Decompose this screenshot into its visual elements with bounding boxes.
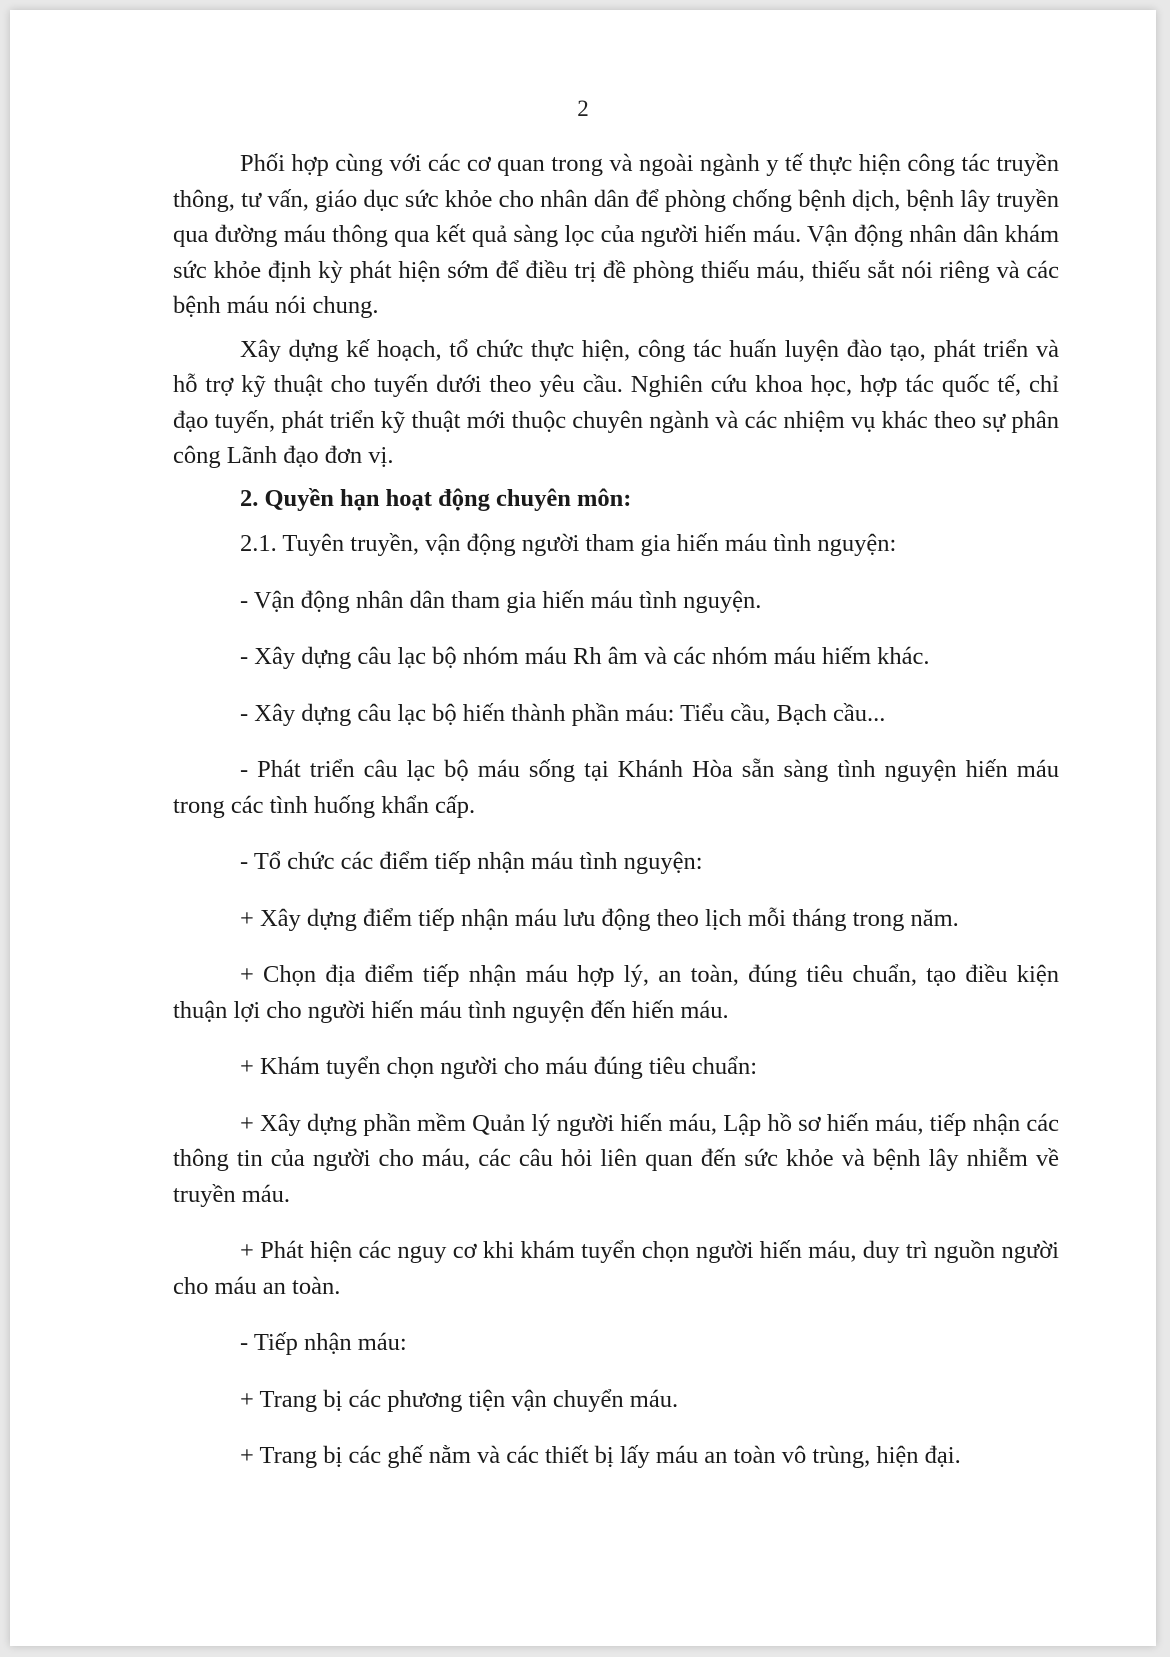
- list-item: - Vận động nhân dân tham gia hiến máu tình nguyện.: [240, 586, 762, 614]
- paragraph-planning: Xây dựng kế hoạch, tổ chức thực hiện, công tác huấn luyện đào tạo, phát triển và hỗ trợ kỹ thuật cho tuyến dưới theo yêu cầu. Nghiên cứu khoa học, hợp tác quốc tế, chỉ đạo tuyến, phát triển kỹ thuật mới thuộc chuyên ngành và các nhiệm vụ khác theo sự phân công Lãnh đạo đơn vị.: [173, 335, 1059, 469]
- section-heading: 2. Quyền hạn hoạt động chuyên môn:: [240, 484, 632, 512]
- document-page: [10, 10, 1156, 1646]
- list-item: + Xây dựng điểm tiếp nhận máu lưu động theo lịch mỗi tháng trong năm.: [240, 904, 959, 932]
- list-item: - Xây dựng câu lạc bộ hiến thành phần máu: Tiểu cầu, Bạch cầu...: [240, 699, 886, 727]
- list-item: + Khám tuyển chọn người cho máu đúng tiêu chuẩn:: [240, 1053, 758, 1080]
- list-item: - Xây dựng câu lạc bộ nhóm máu Rh âm và các nhóm máu hiếm khác.: [240, 643, 930, 670]
- list-item: - Tổ chức các điểm tiếp nhận máu tình nguyện:: [240, 848, 703, 875]
- list-item: + Chọn địa điểm tiếp nhận máu hợp lý, an toàn, đúng tiêu chuẩn, tạo điều kiện thuận lợi cho người hiến máu tình nguyện đến hiến máu.: [173, 961, 1059, 1024]
- page-number: 2: [577, 96, 589, 121]
- list-item: + Trang bị các phương tiện vận chuyển máu.: [240, 1385, 679, 1413]
- list-item: + Xây dựng phần mềm Quản lý người hiến máu, Lập hồ sơ hiến máu, tiếp nhận các thông tin của người cho máu, các câu hỏi liên quan đến sức khỏe và bệnh lây nhiễm về truyền máu.: [173, 1109, 1059, 1208]
- subsection-heading: 2.1. Tuyên truyền, vận động người tham gia hiến máu tình nguyện:: [240, 530, 897, 557]
- list-item: - Phát triển câu lạc bộ máu sống tại Khánh Hòa sẵn sàng tình nguyện hiến máu trong các tình huống khẩn cấp.: [173, 756, 1059, 819]
- list-item: + Phát hiện các nguy cơ khi khám tuyển chọn người hiến máu, duy trì nguồn người cho máu an toàn.: [173, 1237, 1059, 1300]
- list-item: + Trang bị các ghế nằm và các thiết bị lấy máu an toàn vô trùng, hiện đại.: [240, 1442, 961, 1469]
- document-body: [173, 146, 1059, 1474]
- paragraph-coordination: Phối hợp cùng với các cơ quan trong và ngoài ngành y tế thực hiện công tác truyền thông, tư vấn, giáo dục sức khỏe cho nhân dân để phòng chống bệnh dịch, bệnh lây truyền qua đường máu thông qua kết quả sàng lọc của người hiến máu. Vận động nhân dân khám sức khỏe định kỳ phát hiện sớm để điều trị đề phòng thiếu máu, thiếu sắt nói riêng và các bệnh máu nói chung.: [173, 150, 1059, 319]
- list-item: - Tiếp nhận máu:: [240, 1329, 407, 1356]
